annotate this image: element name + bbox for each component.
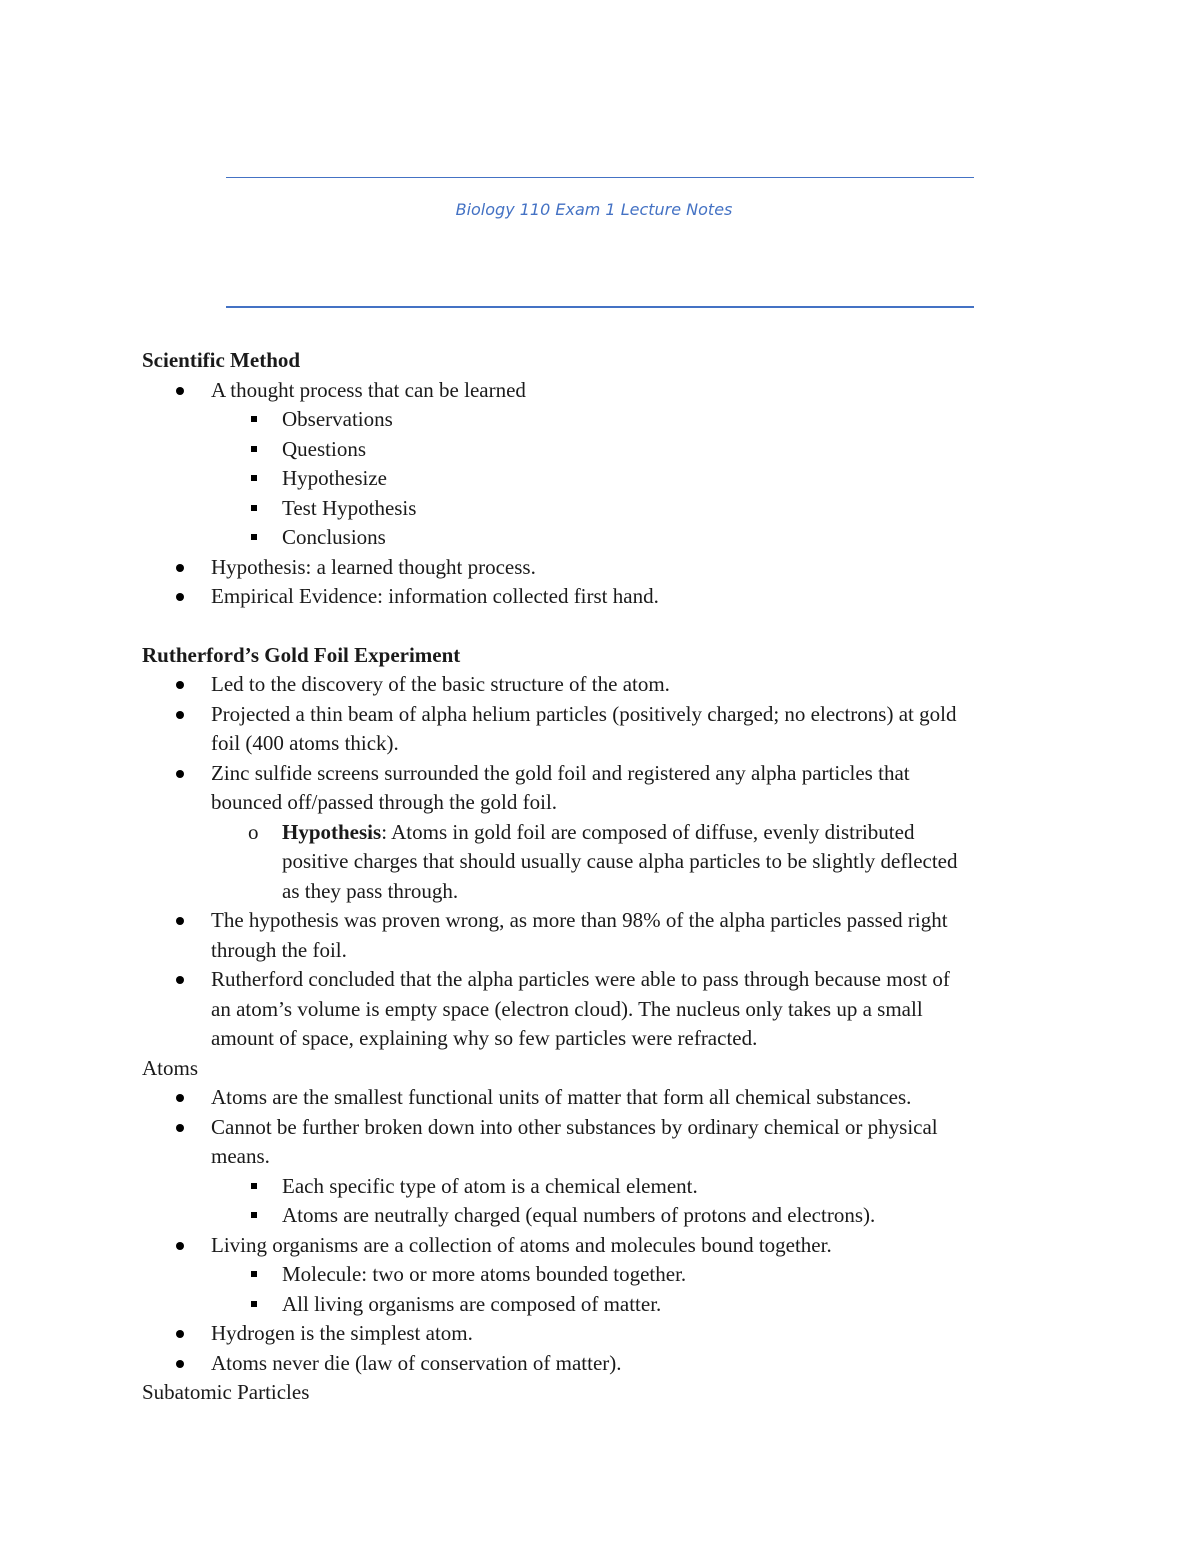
sub-list-item-continuation: positive charges that should usually cause alpha particles to be slightly deflected	[282, 849, 958, 873]
list-item: Rutherford concluded that the alpha particles were able to pass through because most of	[142, 965, 1062, 995]
bullet-icon	[176, 681, 184, 689]
sub-list-item: Each specific type of atom is a chemical element.	[142, 1172, 1062, 1202]
bullet-icon	[176, 387, 184, 395]
square-bullet-icon	[251, 416, 257, 422]
square-bullet-icon	[251, 446, 257, 452]
list-item: The hypothesis was proven wrong, as more than 98% of the alpha particles passed right	[142, 906, 1062, 936]
square-bullet-icon	[251, 1183, 257, 1189]
list-item: A thought process that can be learned	[142, 376, 1062, 406]
header-rule-bottom	[226, 306, 974, 308]
document-body	[142, 346, 1062, 1408]
bullet-icon	[176, 1330, 184, 1338]
square-bullet-icon	[251, 1301, 257, 1307]
bullet-icon	[176, 1360, 184, 1368]
bullet-icon	[176, 770, 184, 778]
list-item: Hypothesis: a learned thought process.	[142, 553, 1062, 583]
sub-list-item: Observations	[142, 405, 1062, 435]
list-item: Projected a thin beam of alpha helium particles (positively charged; no electrons) at gold	[142, 700, 1062, 730]
bullet-icon	[176, 917, 184, 925]
circle-bullet-icon: o	[248, 819, 259, 844]
section-gap	[142, 612, 1062, 641]
sub-list-item: Atoms are neutrally charged (equal numbers of protons and electrons).	[142, 1201, 1062, 1231]
square-bullet-icon	[251, 475, 257, 481]
square-bullet-icon	[251, 534, 257, 540]
list-item-continuation: through the foil.	[211, 937, 347, 962]
sub-list-item: Test Hypothesis	[142, 494, 1062, 524]
section-heading-scientific-method: Scientific Method	[142, 348, 301, 372]
bullet-icon	[176, 976, 184, 984]
bullet-icon	[176, 1242, 184, 1250]
list-item-continuation: an atom’s volume is empty space (electron cloud). The nucleus only takes up a small	[211, 996, 923, 1021]
list-item: Zinc sulfide screens surrounded the gold foil and registered any alpha particles that	[142, 759, 1062, 789]
list-item-continuation: means.	[211, 1144, 270, 1168]
sub-list-item: Hypothesize	[142, 464, 1062, 494]
bullet-icon	[176, 564, 184, 572]
bullet-icon	[176, 593, 184, 601]
list-item: Hydrogen is the simplest atom.	[142, 1319, 1062, 1349]
header-title: Biology 110 Exam 1 Lecture Notes	[455, 200, 733, 219]
section-heading-rutherford: Rutherford’s Gold Foil Experiment	[142, 642, 461, 667]
sub-list-item: Molecule: two or more atoms bounded together.	[142, 1260, 1062, 1290]
list-item: Cannot be further broken down into other substances by ordinary chemical or physical	[142, 1113, 1062, 1143]
sub-list-item-hypothesis: o Hypothesis: Atoms in gold foil are composed of diffuse, evenly distributed	[142, 818, 1062, 848]
list-item-continuation: foil (400 atoms thick).	[211, 731, 399, 755]
list-item: Empirical Evidence: information collected first hand.	[142, 582, 1062, 612]
section-heading-subatomic: Subatomic Particles	[142, 1380, 310, 1404]
list-item: Atoms are the smallest functional units of matter that form all chemical substances.	[142, 1083, 1062, 1113]
bullet-icon	[176, 711, 184, 719]
list-item: Led to the discovery of the basic structure of the atom.	[142, 670, 1062, 700]
list-item: Living organisms are a collection of atoms and molecules bound together.	[142, 1231, 1062, 1261]
bullet-icon	[176, 1094, 184, 1102]
section-heading-atoms: Atoms	[142, 1055, 199, 1080]
sub-list-item: Conclusions	[142, 523, 1062, 553]
sub-list-item: All living organisms are composed of matter.	[142, 1290, 1062, 1320]
list-item-continuation: bounced off/passed through the gold foil.	[211, 790, 558, 814]
square-bullet-icon	[251, 1212, 257, 1218]
header-rule-top	[226, 177, 974, 178]
sub-list-item: Questions	[142, 435, 1062, 465]
list-item-continuation: amount of space, explaining why so few particles were refracted.	[211, 1026, 758, 1050]
sub-list-item-continuation: as they pass through.	[282, 878, 459, 903]
bullet-icon	[176, 1124, 184, 1132]
list-item: Atoms never die (law of conservation of matter).	[142, 1349, 1062, 1379]
square-bullet-icon	[251, 505, 257, 511]
square-bullet-icon	[251, 1271, 257, 1277]
